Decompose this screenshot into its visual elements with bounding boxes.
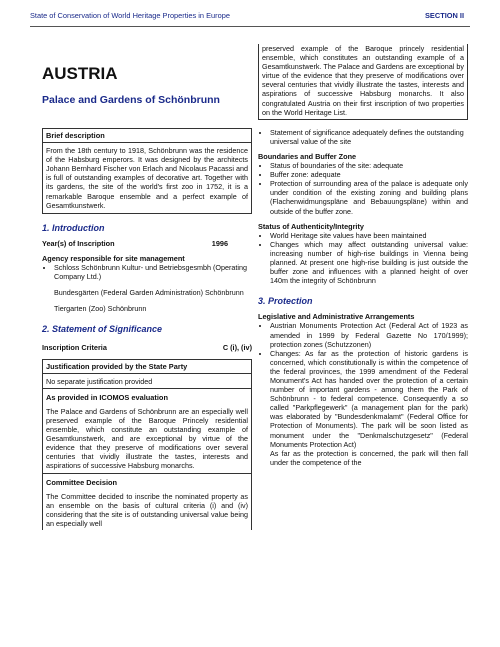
header-rule bbox=[30, 26, 470, 27]
year-value: 1996 bbox=[211, 238, 228, 248]
agency-zoo: Tiergarten (Zoo) Schönbrunn bbox=[54, 304, 147, 314]
year-row bbox=[42, 239, 252, 248]
icomos-text: The Palace and Gardens of Schönbrunn are an especially well preserved example of the Baroque Princely residential ensemble, which constitute an outstanding example of Gesamtkunstwerk, and are exceptional by virtue of the evidence that they preserve of modifications over several centuries that vividly illustrate the tastes, interests and aspirations of successive Habsburg monarchs. bbox=[42, 404, 252, 473]
authenticity-item: • World Heritage site values have been maintained bbox=[270, 231, 468, 240]
right-column bbox=[258, 44, 468, 467]
justification-text: No separate justification provided bbox=[42, 374, 252, 388]
legislative-item: • Austrian Monuments Protection Act (Federal Act of 1923 as amended in 1999 by Federal Gazette No 170/1999); protection zones (Schutzzonen) bbox=[270, 321, 468, 348]
criteria-row bbox=[42, 343, 252, 352]
statement-list bbox=[258, 128, 468, 146]
agency-gardens: Bundesgärten (Federal Garden Administration) Schönbrunn bbox=[54, 288, 244, 298]
criteria-value: C (i), (iv) bbox=[222, 342, 252, 352]
authenticity-item: • Changes which may affect outstanding universal value: increasing number of high-rise buildings in Vienna being planned. At present one high-rise building is just outside the buffer zone and influences with a planned height of over 140m the integrity of Schönbrunn bbox=[270, 240, 468, 285]
committee-text: The Committee decided to inscribe the nominated property as an ensemble on the basis of cultural criteria (i) and (iv) considering that the site is of outstanding universal value being an especially well bbox=[42, 489, 252, 530]
significance-heading: 2. Statement of Significance bbox=[42, 324, 163, 335]
agency-list bbox=[42, 263, 252, 281]
site-title: Palace and Gardens of Schönbrunn bbox=[42, 94, 220, 106]
agency-item: • Schloss Schönbrunn Kultur- und Betriebsgesmbh (Operating Company Ltd.) bbox=[54, 263, 252, 281]
statement-item: • Statement of significance adequately defines the outstanding universal value of the site bbox=[270, 128, 468, 146]
legislative-tail: As far as the protection is concerned, the park will then fall under the competence of the bbox=[270, 448, 468, 467]
legislative-item: • Changes: As far as the protection of historic gardens is concerned, which constitutionally is within the competence of the federal provinces, the 1999 amendment of the Federal Monument's Act has handed over the protection of a certain number of important gardens - among them the Park of Schönbrunn - to federal competence. Consequently a so called "Parkpflegewerk" (a management plan for the park) was elaborated by "Bundesdenkmalamt" (Federal Office for Protection of Monuments). The park will be soon listed as monument under the "Denkmalschutzgesetz" (Federal Monuments Protection Act) bbox=[270, 349, 468, 449]
authenticity-heading: Status of Authenticity/Integrity bbox=[258, 221, 364, 231]
header-section: SECTION II bbox=[425, 11, 465, 20]
legislative-list bbox=[258, 321, 468, 448]
justification-heading: Justification provided by the State Party bbox=[46, 361, 188, 371]
protection-heading: 3. Protection bbox=[258, 296, 313, 307]
country-title: AUSTRIA bbox=[42, 64, 118, 83]
boundaries-list bbox=[258, 161, 468, 216]
brief-heading: Brief description bbox=[46, 131, 105, 140]
introduction-heading: 1. Introduction bbox=[42, 222, 105, 233]
boundaries-item: • Status of boundaries of the site: adequate bbox=[270, 161, 468, 170]
brief-description-text: From the 18th century to 1918, Schönbrunn was the residence of the Habsburg emperors. It was designed by the architects Johann Bernhard Fischer von Erlach and Nicolaus Pacassi and is full of outstanding examples of decorative art. Together with its gardens, the site of the world's first zoo in 1752, it is a remarkable Baroque ensemble and a perfect example of Gesamtkunstwerk. bbox=[42, 143, 252, 214]
agency-label: Agency responsible for site management bbox=[42, 253, 185, 263]
justification-box bbox=[42, 359, 252, 374]
header-title: State of Conservation of World Heritage Properties in Europe bbox=[30, 11, 230, 20]
committee-continued-text: preserved example of the Baroque princely residential ensemble, which constitutes an outstanding example of a Gesamtkunstwerk. The Palace and Gardens are exceptional by virtue of the evidence that they preserve of modifications over several centuries that vividly illustrate the tastes, interests and aspirations of successive Habsburg monarchs. It also congratulated Austria on their first inscription of two properties on the World Heritage List. bbox=[258, 44, 468, 120]
boundaries-item: • Buffer zone: adequate bbox=[270, 170, 468, 179]
boundaries-item: • Protection of surrounding area of the palace is adequate only under condition of the existing zoning and building plans (Flachenwidmungspläne and Bebauungspläne) within and outside of the buffer zone. bbox=[270, 179, 468, 215]
page-header bbox=[0, 0, 500, 28]
icomos-heading: As provided in ICOMOS evaluation bbox=[46, 392, 168, 402]
left-column bbox=[42, 128, 252, 530]
committee-box bbox=[42, 473, 252, 489]
brief-description-box bbox=[42, 128, 252, 143]
committee-heading: Committee Decision bbox=[46, 477, 118, 487]
legislative-heading: Legislative and Administrative Arrangements bbox=[258, 312, 415, 322]
criteria-label: Inscription Criteria bbox=[42, 342, 107, 352]
year-label: Year(s) of Inscription bbox=[42, 238, 115, 248]
boundaries-heading: Boundaries and Buffer Zone bbox=[258, 151, 357, 161]
authenticity-list bbox=[258, 231, 468, 286]
icomos-box bbox=[42, 388, 252, 404]
